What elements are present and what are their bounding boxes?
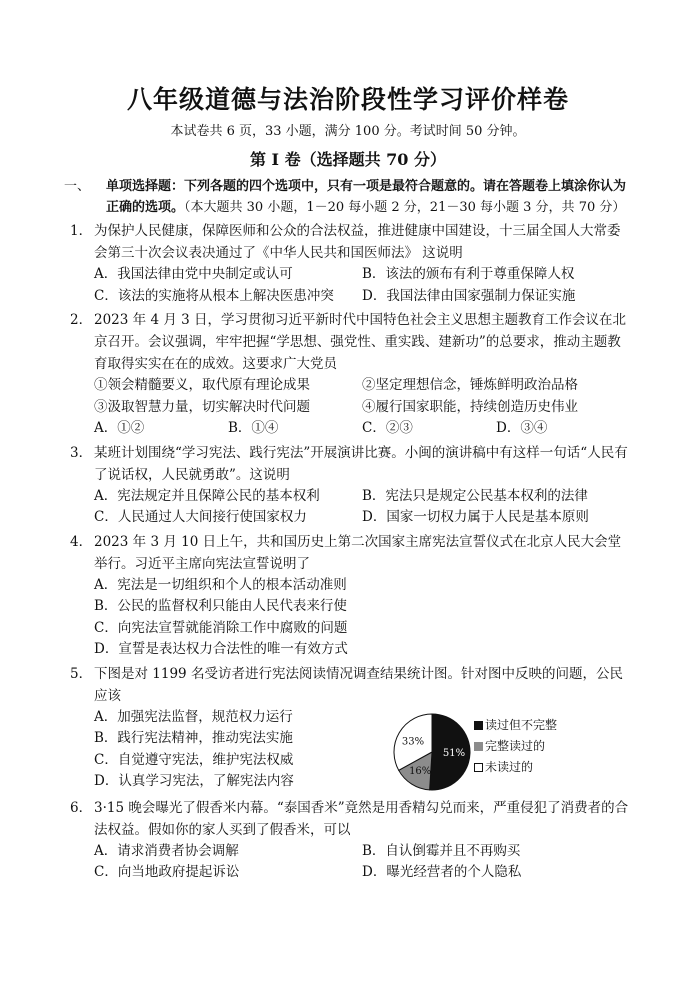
legend-swatch xyxy=(474,763,483,772)
legend-label: 未读过的 xyxy=(485,759,534,774)
question-number: 6． xyxy=(70,799,93,816)
question-5 xyxy=(64,663,632,795)
option-c[interactable]: C．该法的实施将从根本上解决医患冲突 xyxy=(94,287,334,304)
option-a[interactable]: A．我国法律由党中央制定或认可 xyxy=(94,266,293,282)
option-d[interactable]: D．国家一切权力属于人民是基本原则 xyxy=(362,509,589,525)
question-number: 1． xyxy=(70,223,93,239)
question-stem: 下图是对 1199 名受访者进行宪法阅读情况调查结果统计图。针对图中反映的问题，公民应该 xyxy=(94,665,623,704)
question-stem: 2023 年 3 月 10 日上午，共和国历史上第二次国家主席宪法宣誓仪式在北京人民大会堂举行。习近平主席向宪法宣誓说明了 xyxy=(94,533,622,572)
question-1 xyxy=(64,220,632,307)
exam-info: 本试卷共 6 页，33 小题，满分 100 分。考试时间 50 分钟。 xyxy=(170,124,526,139)
option-b[interactable]: B．①④ xyxy=(228,420,279,436)
legend-item-not-read xyxy=(474,757,557,778)
legend-label: 完整读过的 xyxy=(485,738,546,753)
pie-svg xyxy=(392,712,472,792)
option-c[interactable]: C．人民通过人大间接行使国家权力 xyxy=(94,509,307,525)
option-c[interactable]: C．自觉遵守宪法，维护宪法权威 xyxy=(94,751,294,768)
question-2 xyxy=(64,309,632,440)
question-stem: 某班计划围绕“学习宪法、践行宪法”开展演讲比赛。小闽的演讲稿中有这样一句话“人民有了说话权，人民就勇敢”。这说明 xyxy=(94,444,628,483)
option-b[interactable]: B．践行宪法精神，推动宪法实施 xyxy=(94,730,293,746)
statement-4: ④履行国家职能，持续创造历史伟业 xyxy=(362,398,578,415)
volume-heading: 第 I 卷（选择题共 70 分） xyxy=(249,150,447,169)
question-4 xyxy=(64,531,632,661)
pie-data-label: 33% xyxy=(401,735,425,747)
question-number: 4． xyxy=(70,533,93,550)
option-c[interactable]: C．向宪法宣誓就能消除工作中腐败的问题 xyxy=(94,619,348,636)
question-3 xyxy=(64,442,632,529)
option-c[interactable]: C．②③ xyxy=(362,420,413,436)
option-b[interactable]: B．宪法只是规定公民基本权利的法律 xyxy=(362,487,588,504)
option-d[interactable]: D．认真学习宪法，了解宪法内容 xyxy=(94,773,294,789)
page-title: 八年级道德与法治阶段性学习评价样卷 xyxy=(126,85,569,114)
statement-2: ②坚定理想信念，锤炼鲜明政治品格 xyxy=(362,377,578,393)
pie-data-label: 51% xyxy=(442,747,466,759)
pie-chart xyxy=(392,709,582,795)
question-stem: 为保护人民健康，保障医师和公众的合法权益，推进健康中国建设，十三届全国人大常委会第三十次会议表决通过了《中华人民共和国医师法》 这说明 xyxy=(94,223,621,261)
section-instructions xyxy=(64,176,632,218)
option-a[interactable]: A．①② xyxy=(94,420,145,436)
legend-swatch xyxy=(474,721,483,730)
section-lead: 单项选择题：下列各题的四个选项中，只有一项是最符合题意的。请在答题卷上填涂你认为正确的选项。 xyxy=(106,179,627,215)
question-6 xyxy=(64,797,632,884)
question-number: 5． xyxy=(70,665,93,682)
option-c[interactable]: C．向当地政府提起诉讼 xyxy=(94,864,240,880)
legend-item-read-incomplete xyxy=(474,715,557,736)
statement-3: ③汲取智慧力量，切实解决时代问题 xyxy=(94,398,310,415)
legend-item-read-complete xyxy=(474,736,557,757)
question-number: 2． xyxy=(70,312,93,328)
option-d[interactable]: D．宣誓是表达权力合法性的唯一有效方式 xyxy=(94,641,348,657)
section-tail: （本大题共 30 小题，1－20 每小题 2 分，21－30 每小题 3 分，共 70 分） xyxy=(184,200,626,215)
question-number: 3． xyxy=(70,444,93,461)
option-b[interactable]: B．公民的监督权利只能由人民代表来行使 xyxy=(94,598,347,614)
option-d[interactable]: D．曝光经营者的个人隐私 xyxy=(362,864,522,880)
option-b[interactable]: B．自认倒霉并且不再购买 xyxy=(362,842,521,859)
option-a[interactable]: A．请求消费者协会调解 xyxy=(94,842,239,859)
option-d[interactable]: D．③④ xyxy=(496,420,548,436)
statement-1: ①领会精髓要义，取代原有理论成果 xyxy=(94,377,310,393)
option-a[interactable]: A．宪法规定并且保障公民的基本权利 xyxy=(94,487,320,504)
question-stem: 2023 年 4 月 3 日，学习贯彻习近平新时代中国特色社会主义思想主题教育工作会议在北京召开。会议强调，牢牢把握“学思想、强党性、重实践、建新功”的总要求，推动主题教育取得实实在在的成效。这要求广大党员 xyxy=(94,312,626,372)
option-a[interactable]: A．宪法是一切组织和个人的根本活动准则 xyxy=(94,576,347,593)
question-stem: 3·15 晚会曝光了假香米内幕。“泰国香米”竟然是用香精勾兑而来，严重侵犯了消费者的合法权益。假如你的家人买到了假香米，可以 xyxy=(94,799,629,838)
option-a[interactable]: A．加强宪法监督，规范权力运行 xyxy=(94,708,293,725)
legend-swatch xyxy=(474,742,483,751)
section-number: 一、 xyxy=(64,179,91,194)
option-b[interactable]: B．该法的颁布有利于尊重保障人权 xyxy=(362,266,575,282)
pie-data-label: 16% xyxy=(409,765,432,777)
chart-legend xyxy=(474,715,557,778)
option-d[interactable]: D．我国法律由国家强制力保证实施 xyxy=(362,287,576,304)
legend-label: 读过但不完整 xyxy=(485,717,558,732)
